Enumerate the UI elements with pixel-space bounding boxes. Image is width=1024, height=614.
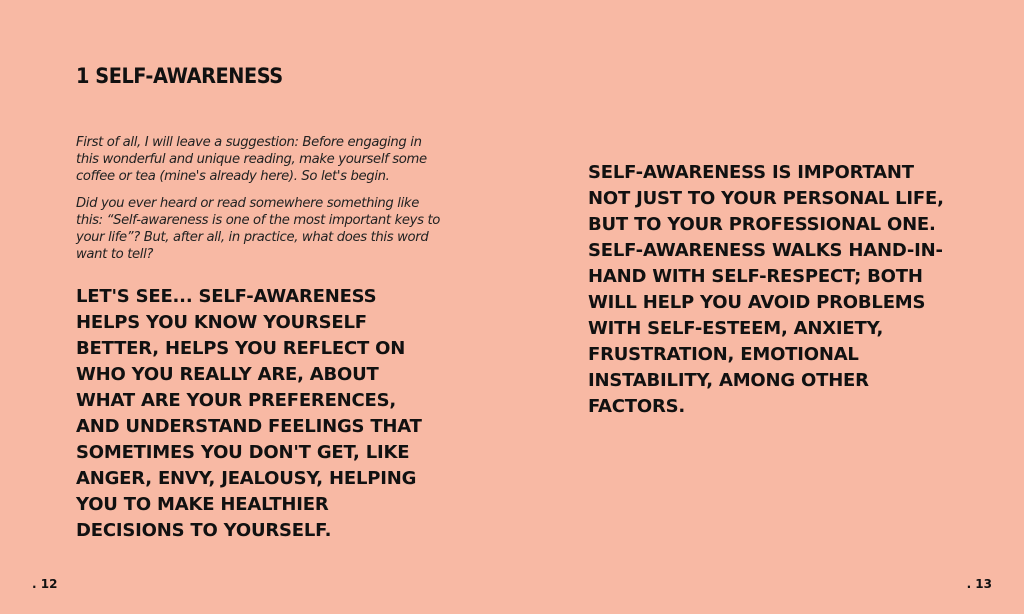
right-page [512, 0, 1024, 614]
page-number-left: . 12 [32, 577, 58, 591]
intro-paragraph-1: First of all, I will leave a suggestion: Before engaging in this wonderful and unique reading, make yourself some coffee or tea (mine's already here). So let's begin. [76, 135, 427, 184]
chapter-heading: 1 SELF-AWARENESS [76, 64, 283, 88]
left-display-text: LET'S SEE... SELF-AWARENESS HELPS YOU KNOW YOURSELF BETTER, HELPS YOU REFLECT ON WHO YOU REALLY ARE, ABOUT WHAT ARE YOUR PREFERENCES, AND UNDERSTAND FEELINGS THAT SOMETIMES YOU DON'T GET, LIKE ANGER, ENVY, JEALOUSY, HELPING YOU TO MAKE HEALTHIER DECISIONS TO YOURSELF. [76, 286, 422, 541]
intro-paragraph-2: Did you ever heard or read somewhere something like this: “Self-awareness is one of the most important keys to your life”? But, after all, in practice, what does this word want to tell? [76, 196, 440, 262]
intro-text [76, 134, 448, 273]
right-display-text: SELF-AWARENESS IS IMPORTANT NOT JUST TO YOUR PERSONAL LIFE, BUT TO YOUR PROFESSIONAL ONE. SELF-AWARENESS WALKS HAND-IN-HAND WITH SELF-RESPECT; BOTH WILL HELP YOU AVOID PROBLEMS WITH SELF-ESTEEM, ANXIETY, FRUSTRATION, EMOTIONAL INSTABILITY, AMONG OTHER FACTORS. [588, 162, 944, 417]
page-number-right: . 13 [966, 577, 992, 591]
